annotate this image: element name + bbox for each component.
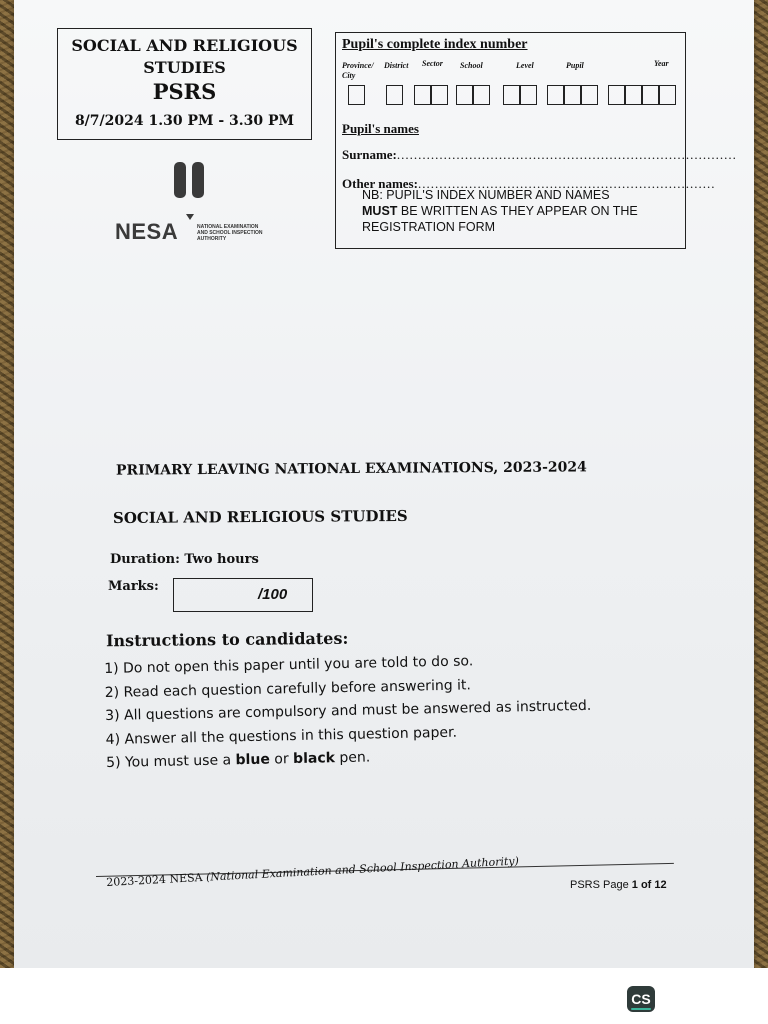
instruction-5-black: black [292, 750, 336, 768]
exam-datetime: 8/7/2024 1.30 PM - 3.30 PM [74, 113, 295, 129]
instruction-item: 4) Answer all the questions in this question paper. [105, 724, 458, 748]
index-cell[interactable] [642, 85, 659, 105]
pupil-names-title: Pupil's names [342, 121, 419, 136]
index-cell[interactable] [547, 85, 564, 105]
nb-note [362, 187, 638, 235]
index-cell[interactable] [581, 85, 598, 105]
index-cell[interactable] [414, 85, 431, 105]
instructions-list [104, 646, 666, 775]
surname-field[interactable] [342, 147, 737, 163]
label-school: School [460, 61, 483, 70]
footer-authority-name: (National Examination and School Inspection Authority) [205, 854, 520, 884]
subject-title: SOCIAL AND RELIGIOUS STUDIES [112, 506, 408, 528]
nesa-logo-mark-icon [186, 214, 194, 220]
nesa-logo: NESA [115, 219, 179, 244]
instruction-5-pre: 5) You must use a [106, 752, 236, 771]
instruction-5-post: pen. [334, 749, 371, 767]
instruction-item: 3) All questions are compulsory and must be answered as instructed. [105, 697, 592, 724]
label-year: Year [654, 59, 669, 68]
nb-line-2-rest: BE WRITTEN AS THEY APPEAR ON THE [397, 204, 638, 218]
roman-two-emblem-icon [172, 162, 208, 200]
instructions-title: Instructions to candidates: [105, 628, 349, 651]
index-cell[interactable] [608, 85, 625, 105]
subject-line-1: SOCIAL AND RELIGIOUS [71, 36, 298, 55]
camscanner-badge-icon: CS [627, 986, 655, 1012]
index-cell[interactable] [386, 85, 403, 105]
surname-dots: ................................................................................ [396, 147, 737, 162]
nesa-logo-subtitle [197, 224, 287, 242]
nesa-sub-2: AND SCHOOL INSPECTION [197, 230, 263, 236]
label-pupil: Pupil [566, 61, 584, 70]
index-cell[interactable] [456, 85, 473, 105]
subject-line-2: STUDIES [143, 58, 226, 77]
index-number-title: Pupil's complete index number [342, 37, 528, 52]
footer-year: 2023-2024 NESA [106, 870, 207, 889]
label-level: Level [516, 61, 534, 70]
index-cell[interactable] [520, 85, 537, 105]
label-sector: Sector [422, 59, 443, 68]
other-names-label: Other names: [342, 176, 418, 191]
marks-value: /100 [258, 586, 288, 603]
footer-page-pre: PSRS Page [570, 879, 632, 891]
label-province: Province/ [342, 61, 374, 70]
index-cell[interactable] [659, 85, 676, 105]
instruction-5-or: or [269, 751, 294, 768]
nb-line-1: NB: PUPIL'S INDEX NUMBER AND NAMES [362, 188, 610, 202]
index-cell[interactable] [503, 85, 520, 105]
surname-label: Surname: [342, 147, 397, 162]
subject-code: PSRS [152, 79, 217, 104]
nb-must: MUST [362, 204, 398, 218]
index-cell[interactable] [473, 85, 490, 105]
nesa-sub-3: AUTHORITY [197, 236, 227, 242]
nesa-sub-1: NATIONAL EXAMINATION [197, 224, 259, 230]
label-city: City [342, 71, 356, 80]
index-cell[interactable] [564, 85, 581, 105]
other-names-dots: ...................................................................... [417, 176, 716, 191]
index-labels [342, 61, 682, 85]
instruction-item: 2) Read each question carefully before answering it. [104, 676, 472, 701]
footer-page-number [570, 879, 667, 891]
label-district: District [384, 61, 409, 70]
subject-header-box [57, 28, 312, 140]
marks-box[interactable] [173, 578, 313, 612]
instruction-item: 1) Do not open this paper until you are told to do so. [104, 653, 474, 677]
index-cell[interactable] [431, 85, 448, 105]
footer-page-count: 1 of 12 [631, 879, 667, 891]
marks-label: Marks: [108, 579, 159, 594]
pupil-info-box [335, 32, 737, 249]
nb-line-2 [362, 203, 638, 219]
instruction-5-blue: blue [235, 751, 271, 769]
index-cell[interactable] [348, 85, 365, 105]
nb-line-3: REGISTRATION FORM [362, 220, 496, 234]
duration-text: Duration: Two hours [110, 552, 259, 567]
exam-title: PRIMARY LEAVING NATIONAL EXAMINATIONS, 2023-2024 [115, 459, 587, 479]
index-cell[interactable] [625, 85, 642, 105]
